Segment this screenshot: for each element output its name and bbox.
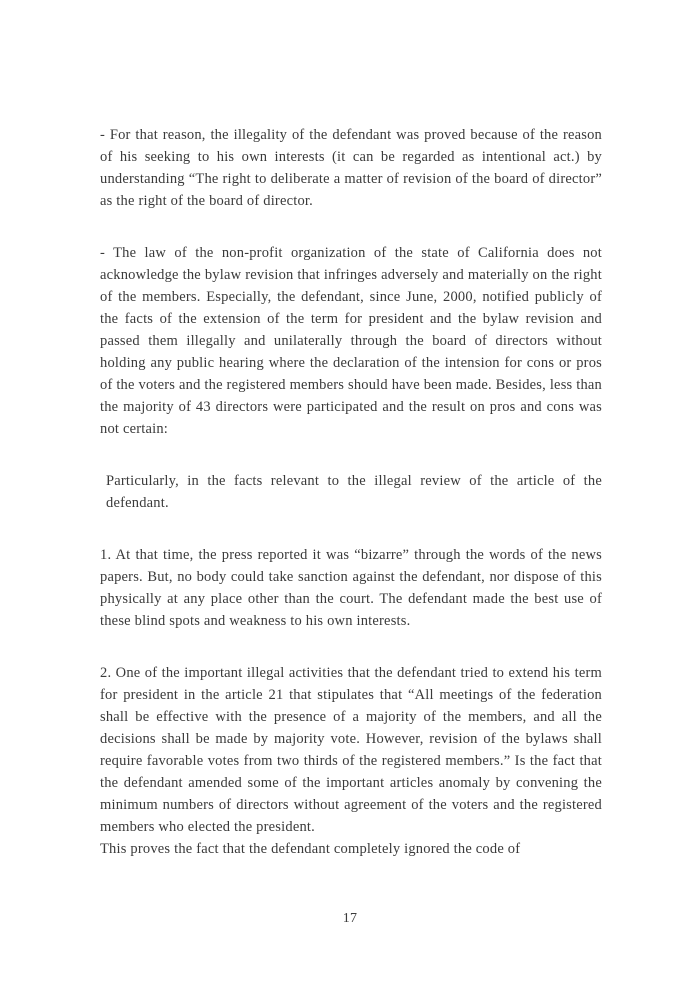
paragraph-particularly: Particularly, in the facts relevant to the illegal review of the article of the defendant. bbox=[106, 473, 602, 511]
paragraph-item-1-press: 1. At that time, the press reported it was “bizarre” through the words of the news papers. But, no body could take sanction against the defendant, nor dispose of this physically at any place other than the court. The defendant made the best use of these blind spots and weakness to his own interests. bbox=[100, 547, 602, 629]
paragraph-this-proves: This proves the fact that the defendant completely ignored the code of bbox=[100, 841, 521, 857]
paragraph-item-2-article-21: 2. One of the important illegal activities that the defendant tried to extend his term for president in the article 21 that stipulates that “All meetings of the federation shall be effective with the presence of a majority of the members, and all the decisions shall be made by majority vote. However, revision of the bylaws shall require favorable votes from two thirds of the registered members.” Is the fact that the defendant amended some of the important articles anomaly by convening the minimum numbers of directors without agreement of the voters and the registered members who elected the president. bbox=[100, 665, 602, 835]
paragraph-california-law: - The law of the non-profit organization of the state of California does not acknowledge the bylaw revision that infringes adversely and materially on the right of the members. Especially, the defendant, since June, 2000, notified publicly of the facts of the extension of the term for president and the bylaw revision and passed them illegally and unilaterally through the board of directors without holding any public hearing where the declaration of the intension for cons or pros of the voters and the registered members should have been made. Besides, less than the majority of 43 directors were participated and the result on pros and cons was not certain: bbox=[100, 245, 602, 437]
page-number: 17 bbox=[342, 911, 358, 926]
paragraph-reason-illegality: - For that reason, the illegality of the defendant was proved because of the reason of his seeking to his own interests (it can be regarded as intentional act.) by understanding “The right to deliberate a matter of revision of the board of director” as the right of the board of director. bbox=[100, 127, 602, 209]
